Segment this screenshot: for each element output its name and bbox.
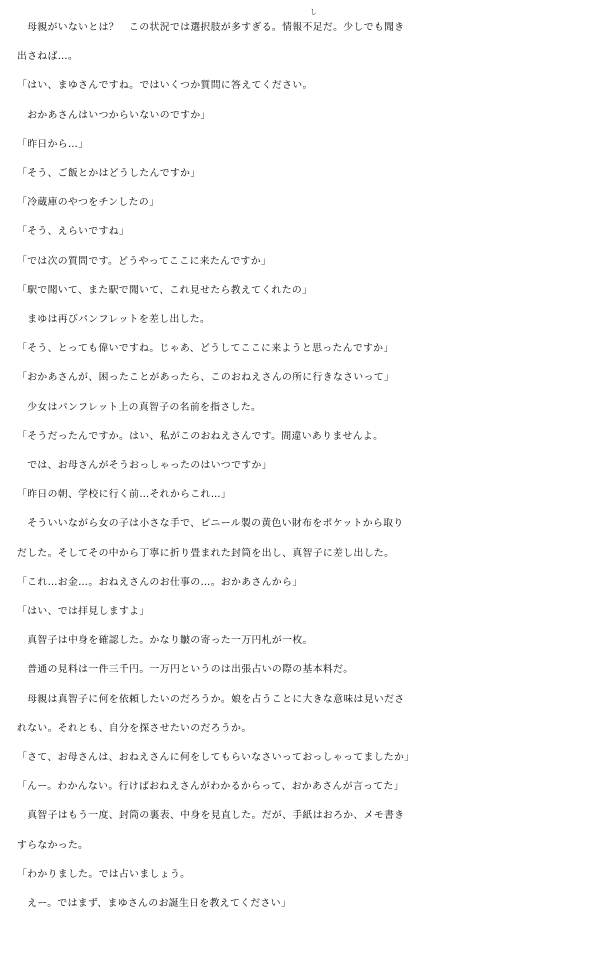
text-line: まゆは再びパンフレットを差し出した。 (17, 314, 211, 325)
text-line: えー。ではまず、まゆさんのお誕生日を教えてください」 (17, 898, 292, 909)
text-line: 「さて、お母さんは、おねえさんに何をしてもらいなさいっておっしゃってましたか」 (17, 752, 415, 763)
text-line: 真智子は中身を確認した。かなり皺の寄った一万円札が一枚。 (17, 635, 313, 647)
text-line: 「そう、ご飯とかはどうしたんですか」 (17, 168, 201, 179)
text-line: 母親は真智子に何を依頼したいのだろうか。娘を占うことに大きな意味は見いださ (17, 693, 405, 705)
text-line: では、お母さんがそうおっしゃったのはいつですか」 (17, 460, 272, 471)
text-line: すらなかった。 (17, 839, 89, 851)
text-line: だした。そしてその中から丁寧に折り畳まれた封筒を出し、真智子に差し出した。 (17, 547, 395, 559)
text-line: 「そう、えらいですね」 (17, 226, 130, 238)
text-line: 「はい、では拝見しますよ」 (17, 606, 150, 617)
text-line: 「わかりました。では占いましょう。 (17, 868, 191, 880)
text-line: 「はい、まゆさんですね。ではいくつか質問に答えてください。 (17, 80, 313, 92)
text-line: 「駅で聞いて、また駅で聞いて、これ見せたら教えてくれたの」 (17, 284, 313, 296)
text-line: 少女はパンフレット上の真智子の名前を指さした。 (17, 401, 262, 413)
text-line: 「これ…お金…。おねえさんのお仕事の…。おかあさんから」 (17, 576, 303, 588)
text-line: 「昨日の朝、学校に行く前…それからこれ…」 (17, 489, 232, 501)
ruby-annotation: し (310, 8, 317, 16)
text-line: 「そうだったんですか。はい、私がこのおねえさんです。間違いありませんよ。 (17, 430, 384, 442)
text-line: 「昨日から…」 (17, 138, 89, 150)
text-line: れない。それとも、自分を探させたいのだろうか。 (17, 722, 252, 734)
text-line: 「んー。わかんない。行けばおねえさんがわかるからって、おかあさんが言ってた」 (17, 781, 404, 793)
text-line: 真智子はもう一度、封筒の裏表、中身を見直した。だが、手紙はおろか、メモ書き (17, 810, 405, 822)
text-line: 「では次の質問です。どうやってここに来たんですか」 (17, 255, 272, 267)
text-line: 「そう、とっても偉いですね。じゃあ、どうしてここに来ようと思ったんですか」 (17, 343, 394, 355)
text-line: そういいながら女の子は小さな手で、ビニール製の黄色い財布をポケットから取り (17, 518, 404, 530)
text-line: 母親がいないとは？ この状況では選択肢が多すぎる。情報不足だ。少しでも聞き (17, 22, 405, 33)
text-line: 普通の見料は一件三千円。一万円というのは出張占いの際の基本料だ。 (17, 664, 354, 676)
text-line: 「おかあさんが、困ったことがあったら、このおねえさんの所に行きなさいって」 (17, 372, 395, 384)
text-line: おかあさんはいつからいないのですか」 (17, 109, 211, 121)
text-line: 「冷蔵庫のやつをチンしたの」 (17, 197, 160, 209)
text-line: 出さねば…。 (17, 51, 79, 63)
